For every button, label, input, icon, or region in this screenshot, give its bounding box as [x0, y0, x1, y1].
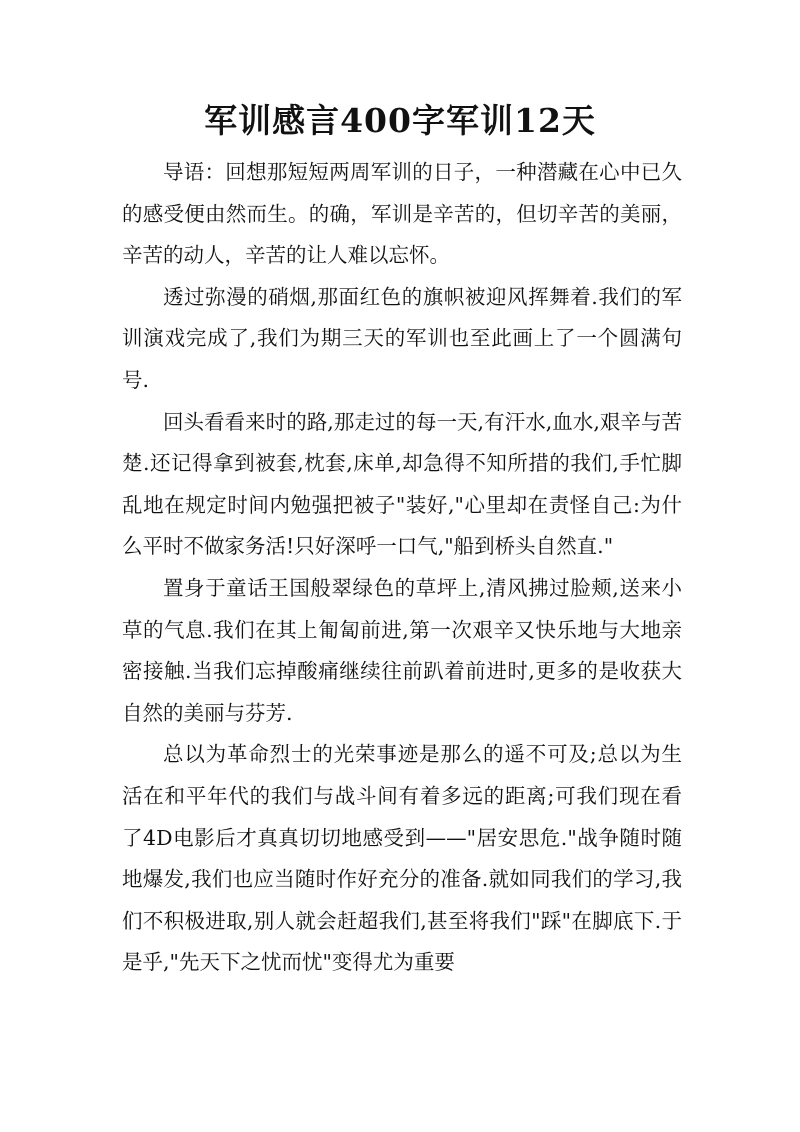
- paragraph-3: 回头看看来时的路,那走过的每一天,有汗水,血水,艰辛与苦楚.还记得拿到被套,枕套,床单,却急得不知所措的我们,手忙脚乱地在规定时间内勉强把被子"装好,"心里却在责怪自己:为什么平时不做家务活!只好深呼一口气,"船到桥头自然直.": [122, 409, 682, 559]
- article-body: [122, 152, 682, 984]
- paragraph-intro: 导语：回想那短短两周军训的日子，一种潜藏在心中已久的感受便由然而生。的确，军训是辛苦的，但切辛苦的美丽，辛苦的动人，辛苦的让人难以忘怀。: [122, 160, 682, 268]
- paragraph-5: 总以为革命烈士的光荣事迹是那么的遥不可及;总以为生活在和平年代的我们与战斗间有着多远的距离;可我们现在看了4D电影后才真真切切地感受到——"居安思危."战争随时随地爆发,我们也应当随时作好充分的准备.就如同我们的学习,我们不积极进取,别人就会赶超我们,甚至将我们"踩"在脚底下.于是乎,"先天下之忧而忧"变得尤为重要: [122, 742, 682, 975]
- page-title: 军训感言400字军训12天: [204, 101, 596, 140]
- paragraph-2: 透过弥漫的硝烟,那面红色的旗帜被迎风挥舞着.我们的军训演戏完成了,我们为期三天的军训也至此画上了一个圆满句号.: [122, 284, 682, 392]
- paragraph-4: 置身于童话王国般翠绿色的草坪上,清风拂过脸颊,送来小草的气息.我们在其上匍匐前进,第一次艰辛又快乐地与大地亲密接触.当我们忘掉酸痛继续往前趴着前进时,更多的是收获大自然的美丽与芬芳.: [122, 575, 682, 725]
